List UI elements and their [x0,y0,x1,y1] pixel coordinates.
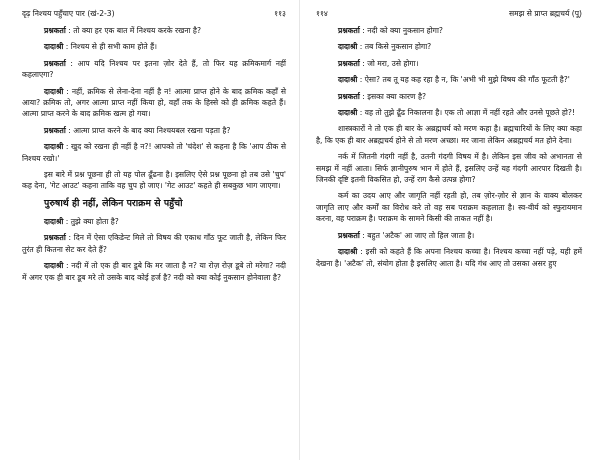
speaker-label: प्रश्नकर्ता [44,233,66,243]
paragraph-text: : इसी को कहते हैं कि अपना निश्चय कच्चा है। निश्चय कच्चा नहीं पड़े, यही हमें देखना है। 'अटैक' तो, संयोग होता है इसलिए आता है। यदि गंध आए तो उसका असर हुए [316,247,582,268]
speaker-label: दादाश्री [338,247,358,257]
paragraph-text: नर्क में जितनी गंदगी नहीं है, उतनी गंदगी विषय में है। लेकिन इस जीव को अभानता से समझ में नहीं आता। सिर्फ ज्ञानीपुरुष भान में होते हैं, इसलिए उन्हें यह गंदगी आरपार दिखती है। जिनकी दृष्टि इतनी विकसित हो, उन्हें राग कैसे उत्पन्न होगा? [316,152,582,185]
paragraph-text: : नहीं, क्रमिक से लेना-देना नहीं है न! आत्मा प्राप्त होने के बाद क्रमिक कहाँ से आया? क्रमिक तो, अगर आत्मा प्राप्त नहीं किया हो, वहाँ तक के हिस्से को ही क्रमिक कहते हैं। आत्मा प्राप्त करने के बाद क्रमिक खत्म हो गया। [22,86,286,119]
paragraph-text: : वह तो तुझे ढूँढ निकालना है। एक तो आज्ञा में नहीं रहते और उनसे पूछते हो?! [357,108,575,118]
speaker-label: दादाश्री [44,86,64,96]
paragraph-text: : बहुत 'अटैक' आ जाए तो हिल जाता है। [359,230,475,240]
paragraph [316,151,582,185]
speaker-label: दादाश्री [338,75,358,85]
paragraph [22,41,286,52]
speaker-label: प्रश्नकर्ता [338,230,360,240]
paragraph-text: : आप यदि निश्चय पर इतना ज़ोर देते हैं, तो फिर यह क्रमिकमार्ग नहीं कहलाएगा? [22,58,286,80]
speaker-label: प्रश्नकर्ता [338,58,360,68]
paragraph [316,107,582,118]
paragraph-text: : दिन में ऐसा एकिडेन्ट मिले तो विषय की एकाध गाँठ फूट जाती है, लेकिन फिर तुरंत ही कितना सेट कर देते हैं? [22,233,286,254]
paragraph [22,141,286,164]
paragraph [22,58,286,81]
paragraph [22,232,286,255]
speaker-label: दादाश्री [44,216,64,226]
paragraph-text: : नदी में तो एक ही बार डूबे कि मर जाता है न? या रोज़ रोज़ डूबे तो मरेगा? नदी में अगर एक ही बार डूब मरे तो उसके बाद कोई हर्ज है? नदी को क्या कोई नुकसान होनेवाला है? [22,261,286,282]
paragraph [316,230,582,241]
paragraph [316,41,582,52]
paragraph [22,25,286,36]
paragraph-text: : तो क्या हर एक बात में निश्चय करके रखना है? [65,26,201,35]
left-header-title: दृढ़ निश्चय पहुँचाए पार (खं-2-3) [22,9,115,18]
speaker-label: प्रश्नकर्ता [44,125,66,135]
paragraph [316,74,582,85]
paragraph [22,260,286,283]
paragraph [22,125,286,136]
speaker-label: दादाश्री [44,142,64,152]
paragraph [316,190,582,224]
paragraph-text: : जो मरा, उसे होगा। [359,58,419,68]
left-page-body-continued [22,216,286,283]
speaker-label: दादाश्री [44,42,64,52]
paragraph-text: : तब किसे नुकसान होगा? [357,42,432,52]
right-page-number: ११४ [316,9,328,18]
right-header-title: समझ से प्राप्त ब्रह्मचर्य (पू) [508,9,582,18]
speaker-label: प्रश्नकर्ता [44,26,66,35]
paragraph [316,58,582,69]
paragraph-text: : तुझे क्या होता है? [63,216,119,226]
paragraph-text: : नदी को क्या नुकसान होगा? [359,26,443,35]
speaker-label: दादाश्री [44,261,64,271]
paragraph [22,86,286,120]
speaker-label: प्रश्नकर्ता [44,58,66,68]
paragraph-text: : निश्चय से ही सभी काम होते हैं। [63,42,157,52]
section-heading: पुरुषार्थ ही नहीं, लेकिन पराक्रम से पहुँचो [44,197,183,209]
paragraph-text: : खुद को रखना ही नहीं है न?! आपको तो 'चंदेश' से कहना है कि 'आप ठीक से निश्चय रखो।' [22,142,286,163]
paragraph [316,91,582,102]
paragraph [22,216,286,227]
paragraph-text: : इसका क्या कारण है? [359,91,427,101]
right-page [300,0,600,460]
paragraph-text: शास्त्रकारों ने तो एक ही बार के अब्रह्मचर्य को मरण कहा है। ब्रह्मचारियों के लिए क्या कहा है, कि एक ही बार अब्रह्मचर्य होने से तो मरण अच्छा। मर जाना लेकिन अब्रह्मचर्य मत होने देना। [316,124,582,145]
left-page-header [22,8,286,19]
paragraph-text: : आत्मा प्राप्त करने के बाद क्या निश्चयबल रखना पड़ता है? [65,125,231,135]
right-page-body [316,25,582,269]
right-page-header [316,8,582,19]
paragraph [22,169,286,192]
paragraph [316,123,582,146]
paragraph-text: इस बारे में प्रश्न पूछना ही तो यह पोल ढूँढना है। इसलिए ऐसे प्रश्न पूछना हो तब उसे 'चुप' कह देना, 'गेट आउट' कहना ताकि वह चुप हो जाए। 'गेट आउट' कहते ही सबकुछ भाग जाएगा। [22,170,286,191]
left-page-number: ११३ [274,9,286,18]
paragraph-text: : ऐसा? तब तू यह कह रहा है न, कि 'अभी भी मुझे विषय की गाँठ फूटती है?' [357,75,570,85]
speaker-label: दादाश्री [338,42,358,52]
paragraph-text: कर्म का उदय आए और जागृति नहीं रहती हो, तब ज़ोर-ज़ोर से ज्ञान के वाक्य बोलकर जागृति लाए और कर्मों का विरोध करे तो वह सब पराक्रम कहलाता है। स्व-वीर्य को स्फुरायमान करना, वह पराक्रम है। पराक्रम के सामने किसी की ताकत नहीं है। [316,191,582,224]
speaker-label: दादाश्री [338,108,358,118]
speaker-label: प्रश्नकर्ता [338,91,360,101]
paragraph [316,25,582,36]
speaker-label: प्रश्नकर्ता [338,26,360,35]
paragraph [316,246,582,269]
left-page-body [22,25,286,192]
